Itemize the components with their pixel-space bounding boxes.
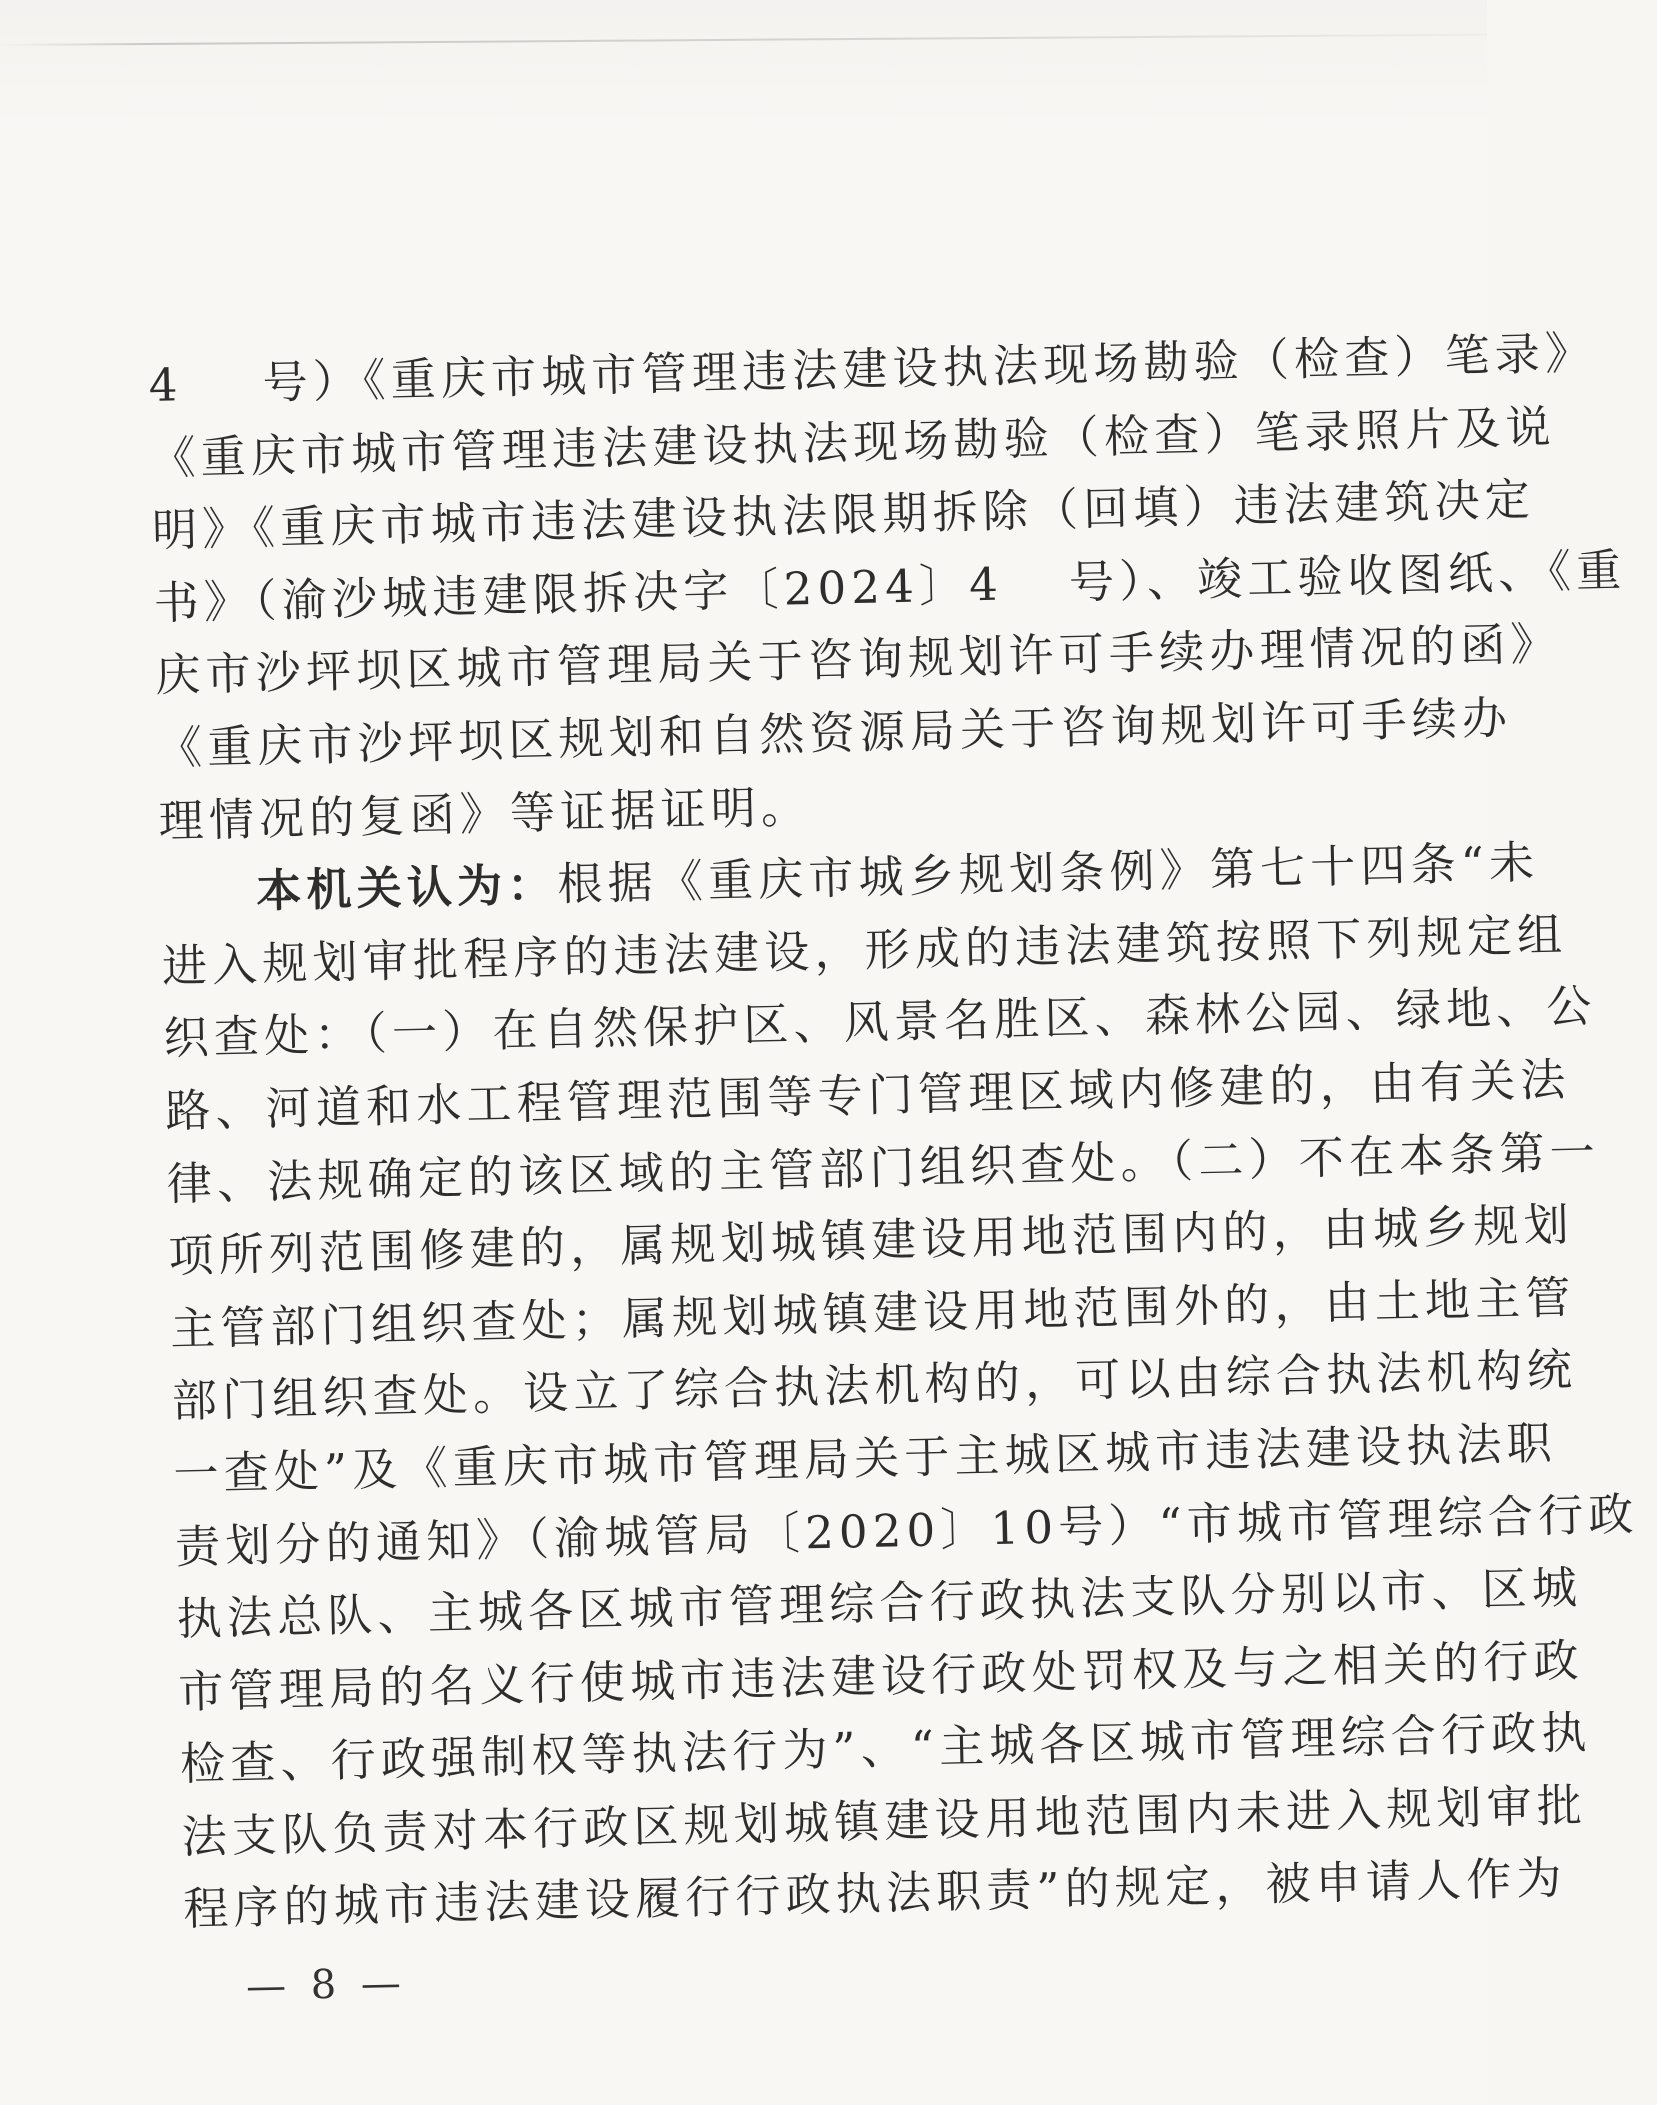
section-lead-bold: 本机关认为： [255,858,559,918]
text-line: 执法总队、主城各区城市管理综合行政执法支队分别以市、区城 [176,1560,1583,1646]
text-segment: 根据《重庆市城乡规划条例》第七十四条“未 [556,835,1540,911]
document-body [148,324,1640,1947]
text-line: 织查处：（一）在自然保护区、风景名胜区、森林公园、绿地、公 [163,979,1598,1066]
text-line: 《重庆市城市管理违法建设执法现场勘验（检查）笔录照片及说 [149,399,1557,485]
text-line: 市管理局的名义行使城市违法建设行政处罚权及与之相关的行政 [177,1633,1585,1719]
text-line: 理情况的复函》等证据证明。 [158,779,812,848]
text-line: 庆市沙坪坝区城市管理局关于咨询规划许可手续办理情况的函》 [154,617,1562,703]
text-line: 程序的城市违法建设履行行政执法职责”的规定，被申请人作为 [182,1851,1568,1937]
scan-edge-line [0,34,1487,46]
text-line: 责划分的通知》（渝城管局〔2020〕10号）“市城市管理综合行政 [174,1486,1640,1574]
text-line: 检查、行政强制权等执法行为”、“主城各区城市管理综合行政执 [179,1705,1593,1791]
text-segment: 书》（渝沙城违建限拆决字〔2024〕4 [153,557,1004,630]
text-line: 法支队负责对本行政区规划城镇建设用地范围内未进入规划审批 [181,1778,1588,1864]
redaction-gap [1003,598,1069,599]
text-line: 进入规划审批程序的违法建设，形成的违法建筑按照下列规定组 [161,907,1568,993]
redaction-gap [183,398,263,400]
page-number: — 8 — [245,1960,408,2010]
text-line: 路、河道和水工程管理范围等专门管理区域内修建的，由有关法 [164,1052,1572,1138]
text-line: 律、法规确定的该区域的主管部门组织查处。（二）不在本条第一 [166,1124,1601,1211]
text-line: 一查处”及《重庆市城市管理局关于主城区城市违法建设执法职 [172,1416,1558,1501]
text-line: 项所列范围修建的，属规划城镇建设用地范围内的，由城乡规划 [167,1198,1575,1283]
text-line: 主管部门组织查处；属规划城镇建设用地范围外的，由土地主管 [169,1270,1577,1356]
text-line: 《重庆市沙坪坝区规划和自然资源局关于咨询规划许可手续办 [156,691,1513,775]
text-line: 部门组织查处。设立了综合执法机构的，可以由综合执法机构统 [171,1343,1578,1429]
text-line: 明》《重庆市城市违法建设执法限期拆除（回填）违法建筑决定 [151,472,1536,558]
reference-number: 4 [148,358,184,412]
text-segment: 号）《重庆市城市管理违法建设执法现场勘验（检查）笔录》 [262,326,1596,410]
text-segment: 号）、竣工验收图纸、《重 [1068,543,1627,609]
